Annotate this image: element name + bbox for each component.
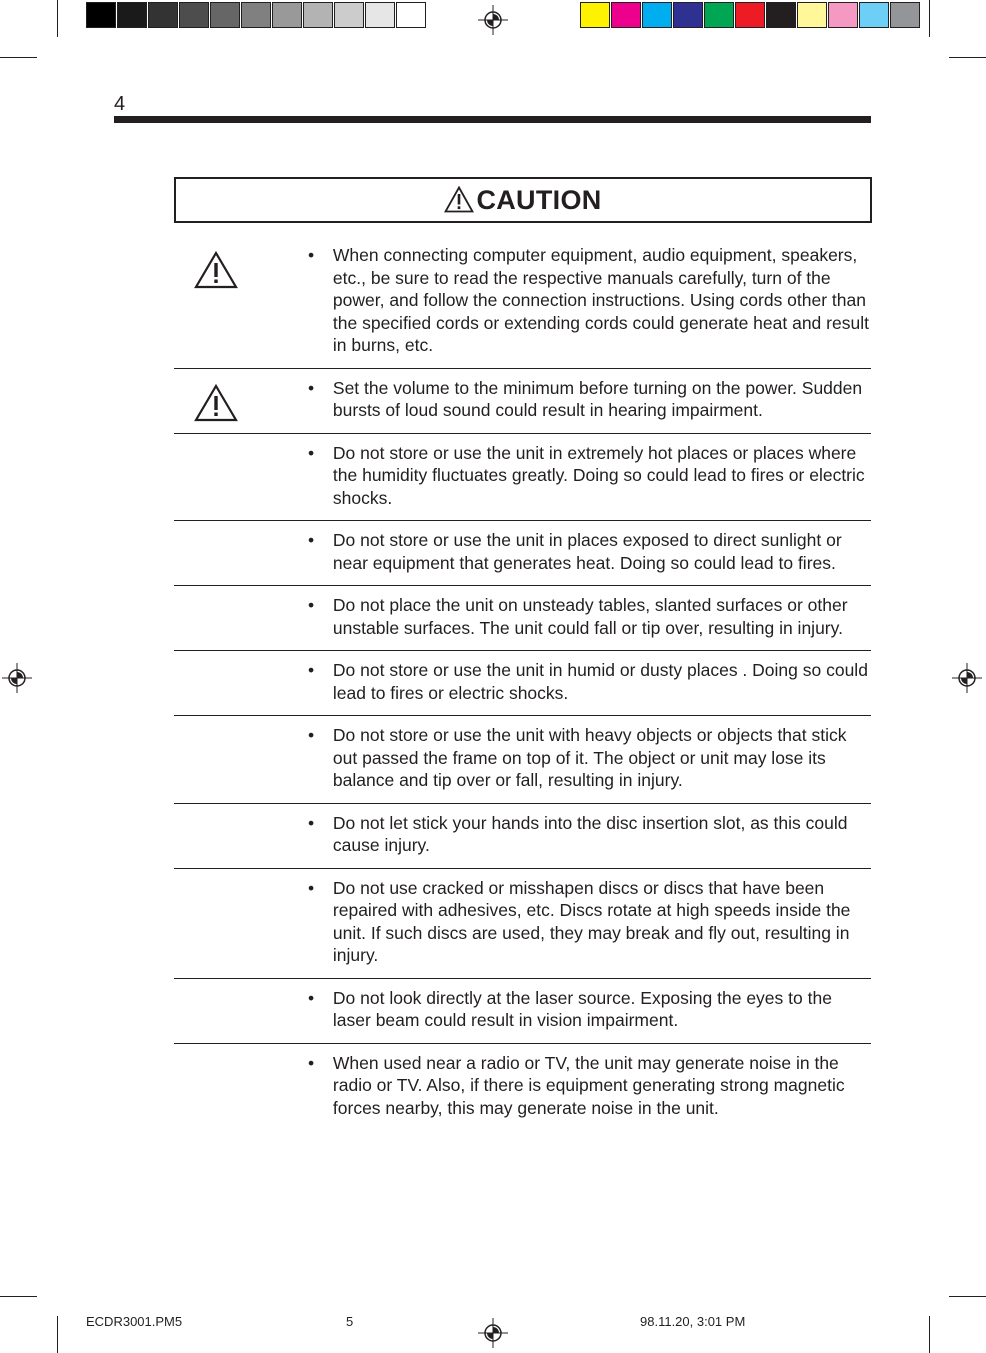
registration-mark-icon [952,663,982,693]
crop-mark [57,1316,58,1353]
crop-mark [57,0,58,37]
color-swatch [365,2,395,28]
grayscale-color-bar [86,2,427,28]
caution-item-text: When connecting computer equipment, audio equipment, speakers, etc., be sure to read the respective manuals carefully, turn of the power, and follow the connection instructions. Using cords other than the specified cords or extending cords could generate heat and result in burns, etc. [332,245,869,355]
crop-mark [949,57,986,58]
process-color-bar [580,2,921,28]
caution-item [174,804,871,869]
warning-triangle-icon [194,251,238,294]
footer-filename: ECDR3001.PM5 [86,1314,183,1329]
crop-mark [929,0,930,37]
color-swatch [148,2,178,28]
color-swatch [890,2,920,28]
color-swatch [179,2,209,28]
caution-item-text: Do not store or use the unit in extremely hot places or places where the humidity fluctuates greatly. Doing so could lead to fires or electric shocks. [332,442,865,508]
caution-item [174,651,871,716]
crop-mark [0,57,37,58]
warning-triangle-icon [444,186,474,213]
caution-item [174,716,871,804]
bullet: • [308,1052,315,1073]
caution-item [174,869,871,979]
color-swatch [334,2,364,28]
bullet: • [308,442,315,463]
color-swatch [828,2,858,28]
caution-list [174,236,871,1130]
color-swatch [704,2,734,28]
bullet: • [308,812,315,833]
warning-triangle-icon [194,384,238,427]
bullet: • [308,987,315,1008]
caution-item [174,979,871,1044]
color-swatch [117,2,147,28]
caution-heading-box [174,177,872,223]
caution-item-text: Do not look directly at the laser source. Exposing the eyes to the laser beam could result in vision impairment. [332,987,832,1030]
bullet: • [308,530,315,550]
caution-item [174,1044,871,1131]
header-rule [114,116,871,123]
color-swatch [642,2,672,28]
page-number: 4 [114,93,126,115]
caution-item-text: Do not place the unit on unsteady tables, slanted surfaces or other unstable surfaces. The unit could fall or tip over, resulting in injury. [332,595,848,638]
color-swatch [611,2,641,28]
registration-mark-icon [478,1318,508,1348]
color-swatch [859,2,889,28]
color-swatch [86,2,116,28]
caution-title: CAUTION [476,184,602,215]
color-swatch [673,2,703,28]
registration-mark-icon [478,5,508,35]
footer-sheet-number: 5 [346,1314,354,1329]
caution-item-text: Do not store or use the unit with heavy objects or objects that stick out passed the frame on top of it. The object or unit may lose its balance and tip over or fall, resulting in injury. [332,725,847,790]
bullet: • [308,725,315,745]
bullet: • [308,660,315,680]
color-swatch [210,2,240,28]
color-swatch [241,2,271,28]
bullet: • [308,877,315,898]
color-swatch [396,2,426,28]
caution-item-text: Set the volume to the minimum before turning on the power. Sudden bursts of loud sound could result in hearing impairment. [332,377,863,420]
crop-mark [929,1316,930,1353]
color-swatch [303,2,333,28]
caution-item [174,236,871,369]
color-swatch [766,2,796,28]
registration-mark-icon [2,663,32,693]
color-swatch [272,2,302,28]
bullet: • [308,595,315,615]
caution-item [174,434,871,522]
caution-item-text: When used near a radio or TV, the unit may generate noise in the radio or TV. Also, if there is equipment generating strong magnetic forces nearby, this may generate noise in the unit. [332,1052,845,1118]
color-swatch [797,2,827,28]
footer-timestamp: 98.11.20, 3:01 PM [640,1314,746,1329]
caution-item-text: Do not let stick your hands into the disc insertion slot, as this could cause injury. [332,812,848,855]
color-swatch [580,2,610,28]
caution-item [174,586,871,651]
bullet: • [308,377,315,398]
caution-item [174,369,871,434]
caution-item-text: Do not store or use the unit in places exposed to direct sunlight or near equipment that generates heat. Doing so could lead to fires. [332,530,842,573]
caution-item-text: Do not use cracked or misshapen discs or discs that have been repaired with adhesives, etc. Discs rotate at high speeds inside the unit. If such discs are used, they may break and fly out, resulting in injury. [332,877,851,965]
bullet: • [308,245,315,265]
color-swatch [735,2,765,28]
caution-item-text: Do not store or use the unit in humid or dusty places . Doing so could lead to fires or electric shocks. [332,660,868,703]
caution-item [174,521,871,586]
crop-mark [0,1296,37,1297]
crop-mark [949,1296,986,1297]
